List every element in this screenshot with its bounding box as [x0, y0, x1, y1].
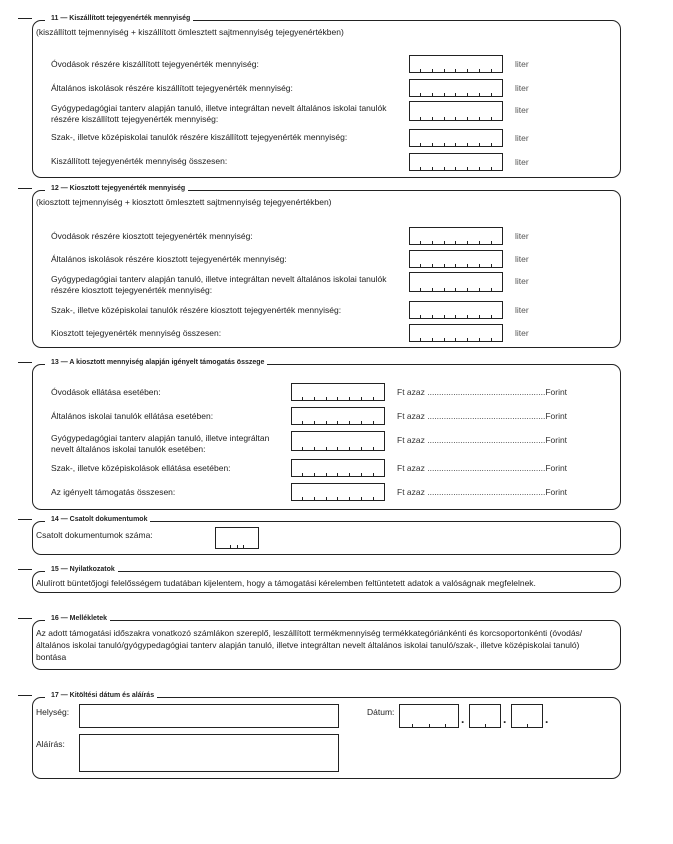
ft-suffix: Forint	[545, 435, 568, 445]
liter-input[interactable]	[409, 272, 503, 292]
date-month-input[interactable]	[469, 704, 501, 728]
section-13-title: 13 — A kiosztott mennyiség alapján igényelt támogatás összege	[45, 359, 267, 366]
unit-label: liter	[515, 59, 529, 69]
row-label: Óvodások részére kiosztott tejegyenérték mennyiség:	[51, 231, 253, 241]
section-14	[32, 516, 621, 555]
row-label: Szak-, illetve középiskolai tanulók részére kiszállított tejegyenérték mennyiség:	[51, 132, 348, 142]
unit-label: liter	[515, 305, 529, 315]
date-day-input[interactable]	[511, 704, 543, 728]
section-11-title: 11 — Kiszállított tejegyenérték mennyiség	[45, 15, 193, 22]
date-separator: .	[545, 712, 549, 726]
row-label: Kiosztott tejegyenérték mennyiség összesen:	[51, 328, 222, 338]
row-label: Gyógypedagógiai tanterv alapján tanuló, illetve integráltan nevelt általános iskolai tanulók részére kiszállított tejegyenérték mennyiség:	[51, 103, 387, 124]
ft-suffix: Forint	[545, 387, 568, 397]
section-12-title: 12 — Kiosztott tejegyenérték mennyiség	[45, 185, 188, 192]
unit-label: liter	[515, 254, 529, 264]
attachments-text: Az adott támogatási időszakra vonatkozó számlákon szereplő, leszállított termékmennyiség termékkategóriánkénti és korcsoportonkénti (óvodás/általános iskolai tanuló/gyógypedagógiai tanterv alapján tanuló, illetve integráltan nevelt általános iskolai tanuló/szak-, illetve középiskolai tanuló) bontása	[36, 628, 583, 662]
declaration-text: Alulírott büntetőjogi felelősségem tudatában kijelentem, hogy a támogatási kérelemben feltüntetett adatok a valóságnak megfelelnek.	[36, 578, 536, 588]
section-17-title: 17 — Kitöltési dátum és aláírás	[45, 692, 157, 699]
section-16	[32, 615, 621, 670]
row-label: Óvodások részére kiszállított tejegyenérték mennyiség:	[51, 59, 259, 69]
ft-prefix: Ft azaz ..................................................	[397, 463, 546, 473]
place-label: Helység:	[36, 707, 70, 717]
signature-label: Aláírás:	[36, 739, 65, 749]
attached-docs-count-input[interactable]	[215, 527, 259, 549]
section-11-subtitle: (kiszállított tejmennyiség + kiszállított ömlesztett sajtmennyiség tejegyenértékben)	[36, 27, 344, 37]
section-12-subtitle: (kiosztott tejmennyiség + kiosztott ömlesztett sajtmennyiség tejegyenértékben)	[36, 197, 332, 207]
attached-docs-label: Csatolt dokumentumok száma:	[36, 530, 153, 540]
section-14-title: 14 — Csatolt dokumentumok	[45, 516, 150, 523]
row-label: Általános iskolások részére kiszállított tejegyenérték mennyiség:	[51, 83, 293, 93]
unit-label: liter	[515, 328, 529, 338]
liter-input[interactable]	[409, 227, 503, 245]
unit-label: liter	[515, 133, 529, 143]
unit-label: liter	[515, 231, 529, 241]
section-13	[32, 359, 621, 510]
row-label: Az igényelt támogatás összesen:	[51, 487, 176, 497]
unit-label: liter	[515, 83, 529, 93]
section-17	[32, 692, 621, 779]
amount-input[interactable]	[291, 407, 385, 425]
liter-input[interactable]	[409, 101, 503, 121]
signature-input[interactable]	[79, 734, 339, 772]
liter-input[interactable]	[409, 301, 503, 319]
unit-label: liter	[515, 276, 529, 286]
liter-input[interactable]	[409, 55, 503, 73]
section-15-title: 15 — Nyilatkozatok	[45, 566, 118, 573]
ft-prefix: Ft azaz ..................................................	[397, 387, 546, 397]
section-11	[32, 15, 621, 178]
section-16-title: 16 — Mellékletek	[45, 615, 110, 622]
ft-suffix: Forint	[545, 411, 568, 421]
liter-input[interactable]	[409, 250, 503, 268]
row-label: Általános iskolai tanulók ellátása esetében:	[51, 411, 214, 421]
liter-input[interactable]	[409, 324, 503, 342]
amount-input[interactable]	[291, 459, 385, 477]
place-input[interactable]	[79, 704, 339, 728]
liter-input[interactable]	[409, 79, 503, 97]
row-label: Kiszállított tejegyenérték mennyiség összesen:	[51, 156, 228, 166]
ft-suffix: Forint	[545, 463, 568, 473]
date-separator: .	[503, 712, 507, 726]
ft-prefix: Ft azaz ..................................................	[397, 435, 546, 445]
row-label: Gyógypedagógiai tanterv alapján tanuló, illetve integráltan nevelt általános iskolai tanulók esetében:	[51, 433, 270, 454]
date-year-input[interactable]	[399, 704, 459, 728]
liter-input[interactable]	[409, 129, 503, 147]
section-12	[32, 185, 621, 348]
date-label: Dátum:	[367, 707, 395, 717]
row-label: Szak-, illetve középiskolai tanulók részére kiosztott tejegyenérték mennyiség:	[51, 305, 342, 315]
unit-label: liter	[515, 105, 529, 115]
ft-prefix: Ft azaz ..................................................	[397, 487, 546, 497]
row-label: Általános iskolások részére kiosztott tejegyenérték mennyiség:	[51, 254, 287, 264]
row-label: Szak-, illetve középiskolások ellátása esetében:	[51, 463, 231, 473]
date-separator: .	[461, 712, 465, 726]
amount-input[interactable]	[291, 483, 385, 501]
ft-prefix: Ft azaz ..................................................	[397, 411, 546, 421]
row-label: Gyógypedagógiai tanterv alapján tanuló, illetve integráltan nevelt általános iskolai tanulók részére kiosztott tejegyenérték mennyiség:	[51, 274, 387, 295]
amount-input[interactable]	[291, 383, 385, 401]
section-15	[32, 566, 621, 593]
ft-suffix: Forint	[545, 487, 568, 497]
liter-input[interactable]	[409, 153, 503, 171]
unit-label: liter	[515, 157, 529, 167]
row-label: Óvodások ellátása esetében:	[51, 387, 161, 397]
amount-input[interactable]	[291, 431, 385, 451]
